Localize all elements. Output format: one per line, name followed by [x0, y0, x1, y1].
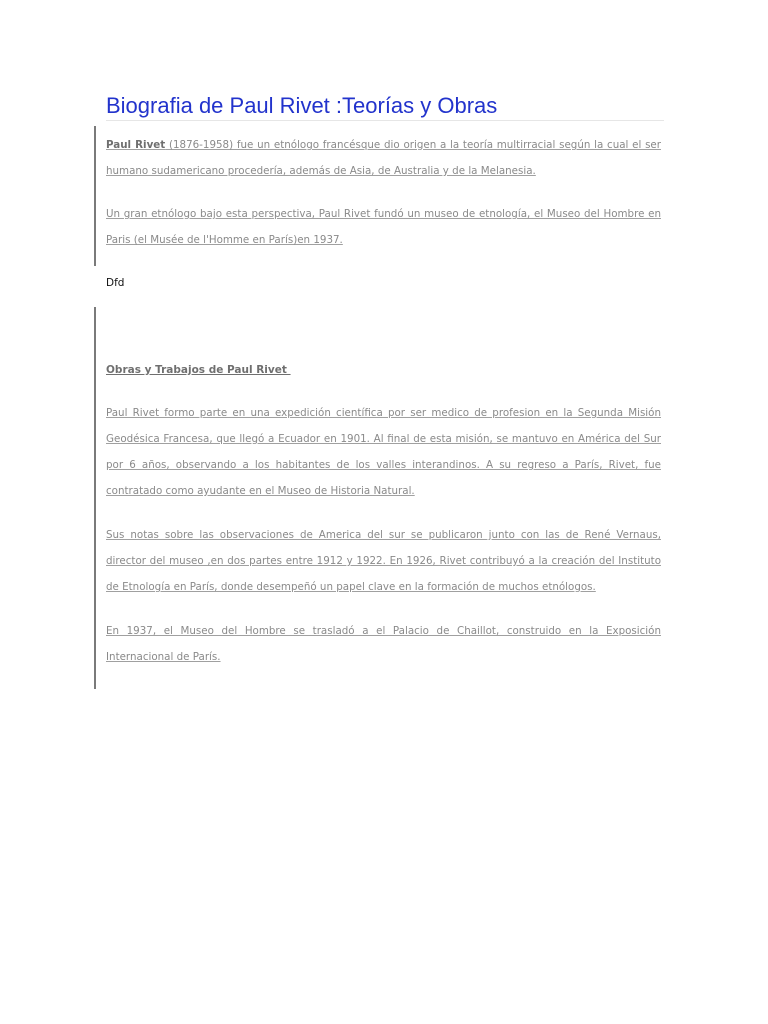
publications-paragraph: Sus notas sobre las observaciones de America del sur se publicaron junto con las de René Vernaus, director del museo ,en dos partes entre 1912 y 1922. En 1926, Rivet contribuyó a la creación del Instituto de Etnología en París, donde desempeñó un papel clave en la formación de muchos etnólogos. [106, 529, 661, 593]
title-divider [106, 120, 664, 121]
page-title: Biografia de Paul Rivet :Teorías y Obras [106, 93, 498, 118]
quote-bar [94, 307, 96, 689]
intro-name: Paul Rivet [106, 139, 166, 151]
section-heading: Obras y Trabajos de Paul Rivet [106, 364, 291, 376]
museum-paragraph: Un gran etnólogo bajo esta perspectiva, Paul Rivet fundó un museo de etnología, el Museo del Hombre en Paris (el Musée de l'Homme en París)en 1937. [106, 208, 661, 246]
note-text: Dfd [106, 277, 125, 289]
quote-bar [94, 126, 96, 266]
relocation-paragraph: En 1937, el Museo del Hombre se trasladó a el Palacio de Chaillot, construido en la Exposición Internacional de París. [106, 625, 661, 663]
intro-text: (1876-1958) fue un etnólogo francésque dio origen a la teoría multirracial según la cual el ser humano sudamericano procedería, además de Asia, de Australia y de la Melanesia. [106, 139, 661, 177]
expedition-paragraph: Paul Rivet formo parte en una expedición científica por ser medico de profesion en la Segunda Misión Geodésica Francesa, que llegó a Ecuador en 1901. Al final de esta misión, se mantuvo en América del Sur por 6 años, observando a los habitantes de los valles interandinos. A su regreso a París, Rivet, fue contratado como ayudante en el Museo de Historia Natural. [106, 407, 661, 497]
intro-paragraph [106, 132, 661, 184]
